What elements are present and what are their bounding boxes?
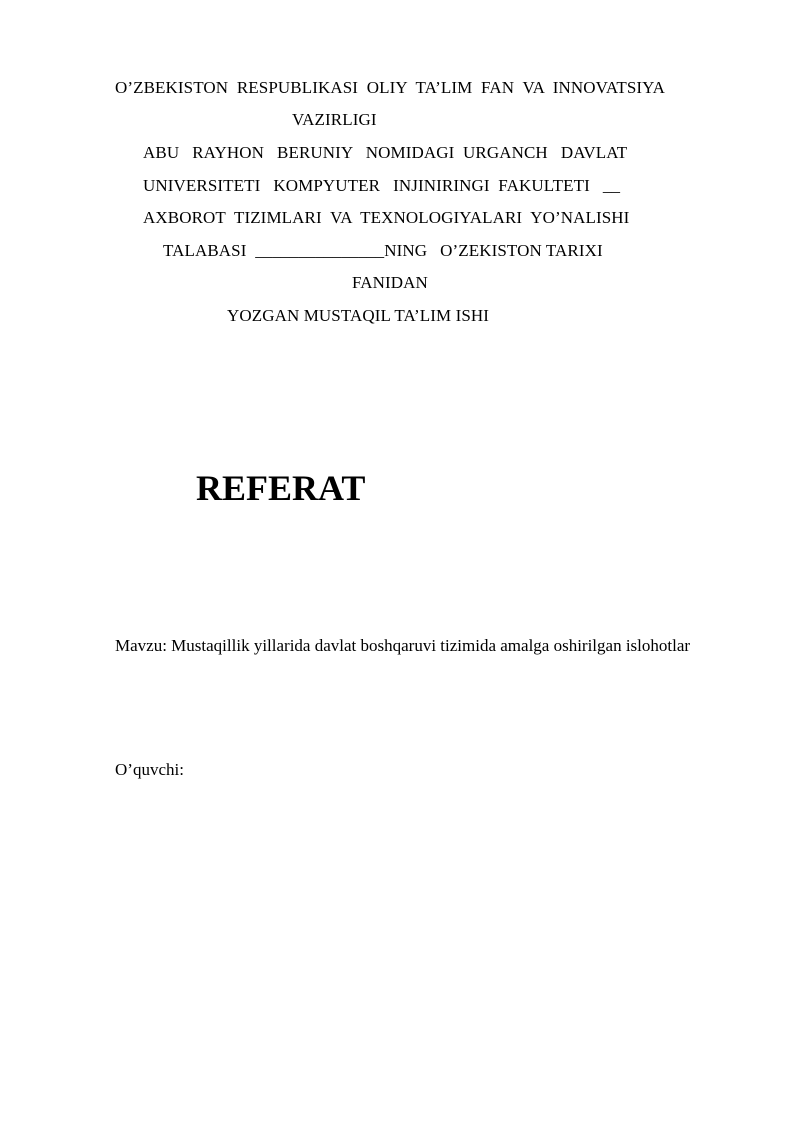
student-subject-line: TALABASI _______________NING O’ZEKISTON TARIXI bbox=[163, 241, 603, 260]
work-type-line: YOZGAN MUSTAQIL TA’LIM ISHI bbox=[227, 306, 490, 325]
faculty-line: UNIVERSITETI KOMPYUTER INJINIRINGI FAKULTETI __ bbox=[143, 176, 621, 195]
ministry-line: O’ZBEKISTON RESPUBLIKASI OLIY TA’LIM FAN VA INNOVATSIYA bbox=[115, 78, 666, 97]
direction-line: AXBOROT TIZIMLARI VA TEXNOLOGIYALARI YO’NALISHI bbox=[143, 208, 630, 227]
university-line: ABU RAYHON BERUNIY NOMIDAGI URGANCH DAVLAT bbox=[143, 143, 628, 162]
topic-paragraph: Mavzu: Mustaqillik yillarida davlat boshqaruvi tizimida amalga oshirilgan islohotlar bbox=[115, 636, 691, 655]
subject-line-cont: FANIDAN bbox=[352, 273, 428, 292]
ministry-line-cont: VAZIRLIGI bbox=[292, 110, 377, 129]
student-label: O’quvchi: bbox=[115, 760, 184, 779]
document-title: REFERAT bbox=[196, 468, 366, 508]
